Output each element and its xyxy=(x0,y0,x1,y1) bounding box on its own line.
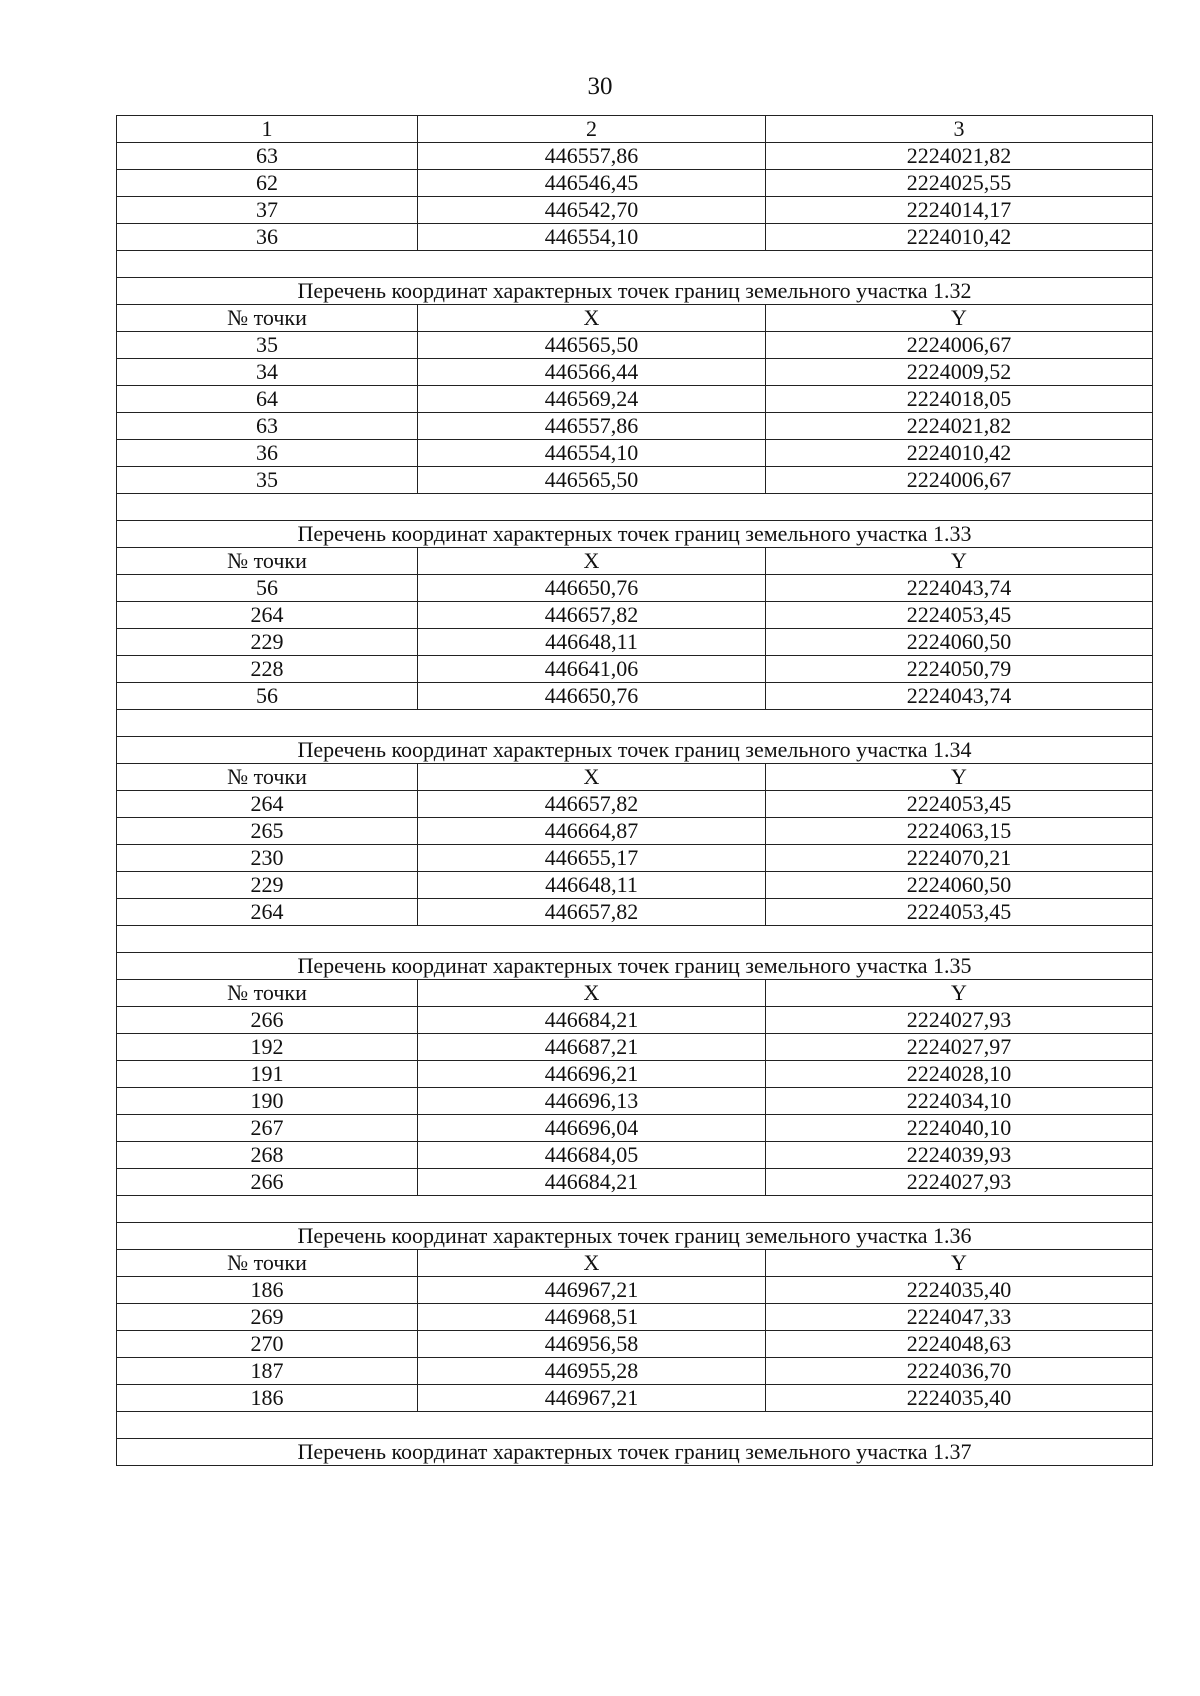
x-header: X xyxy=(418,764,766,791)
table-row xyxy=(117,656,1153,683)
point-number-cell: 34 xyxy=(117,359,418,386)
table-row xyxy=(117,1115,1153,1142)
table-row xyxy=(117,1358,1153,1385)
x-coordinate-cell: 446684,21 xyxy=(418,1007,766,1034)
point-number-cell: 63 xyxy=(117,143,418,170)
table-row xyxy=(117,170,1153,197)
y-coordinate-cell: 2224040,10 xyxy=(766,1115,1153,1142)
table-row xyxy=(117,1061,1153,1088)
y-coordinate-cell: 2224053,45 xyxy=(766,791,1153,818)
x-coordinate-cell: 446696,21 xyxy=(418,1061,766,1088)
y-header: Y xyxy=(766,305,1153,332)
table-row xyxy=(117,386,1153,413)
y-header: Y xyxy=(766,980,1153,1007)
column-header-row xyxy=(117,305,1153,332)
spacer-cell xyxy=(117,494,1153,521)
table-row xyxy=(117,602,1153,629)
table-row xyxy=(117,197,1153,224)
table-row xyxy=(117,1034,1153,1061)
y-coordinate-cell: 2224060,50 xyxy=(766,872,1153,899)
y-coordinate-cell: 2224063,15 xyxy=(766,818,1153,845)
point-number-header: № точки xyxy=(117,305,418,332)
column-header-row xyxy=(117,764,1153,791)
x-coordinate-cell: 446956,58 xyxy=(418,1331,766,1358)
point-number-cell: 269 xyxy=(117,1304,418,1331)
x-coordinate-cell: 446696,13 xyxy=(418,1088,766,1115)
x-coordinate-cell: 446650,76 xyxy=(418,575,766,602)
column-header-row xyxy=(117,980,1153,1007)
x-coordinate-cell: 446565,50 xyxy=(418,467,766,494)
y-coordinate-cell: 2224048,63 xyxy=(766,1331,1153,1358)
x-header: X xyxy=(418,305,766,332)
y-coordinate-cell: 2224039,93 xyxy=(766,1142,1153,1169)
table-row xyxy=(117,467,1153,494)
x-header: X xyxy=(418,980,766,1007)
y-coordinate-cell: 2224053,45 xyxy=(766,602,1153,629)
section-title-row xyxy=(117,1439,1153,1466)
point-number-cell: 36 xyxy=(117,224,418,251)
spacer-row xyxy=(117,710,1153,737)
x-coordinate-cell: 446657,82 xyxy=(418,791,766,818)
y-coordinate-cell: 2224035,40 xyxy=(766,1385,1153,1412)
point-number-cell: 56 xyxy=(117,575,418,602)
spacer-row xyxy=(117,1196,1153,1223)
y-coordinate-cell: 2224010,42 xyxy=(766,440,1153,467)
section-title: Перечень координат характерных точек границ земельного участка 1.35 xyxy=(117,953,1153,980)
y-coordinate-cell: 2224025,55 xyxy=(766,170,1153,197)
x-coordinate-cell: 446657,82 xyxy=(418,602,766,629)
point-number-cell: 230 xyxy=(117,845,418,872)
y-coordinate-cell: 2224028,10 xyxy=(766,1061,1153,1088)
spacer-row xyxy=(117,494,1153,521)
point-number-cell: 62 xyxy=(117,170,418,197)
spacer-row xyxy=(117,926,1153,953)
point-number-cell: 37 xyxy=(117,197,418,224)
point-number-cell: 190 xyxy=(117,1088,418,1115)
y-coordinate-cell: 2224050,79 xyxy=(766,656,1153,683)
y-coordinate-cell: 2224006,67 xyxy=(766,467,1153,494)
point-number-cell: 265 xyxy=(117,818,418,845)
point-number-cell: 186 xyxy=(117,1385,418,1412)
point-number-cell: 228 xyxy=(117,656,418,683)
point-number-cell: 187 xyxy=(117,1358,418,1385)
spacer-cell xyxy=(117,1196,1153,1223)
spacer-row xyxy=(117,251,1153,278)
x-coordinate-cell: 446687,21 xyxy=(418,1034,766,1061)
x-coordinate-cell: 446566,44 xyxy=(418,359,766,386)
point-number-cell: 270 xyxy=(117,1331,418,1358)
table-row xyxy=(117,440,1153,467)
point-number-cell: 267 xyxy=(117,1115,418,1142)
section-title-row xyxy=(117,278,1153,305)
x-coordinate-cell: 446967,21 xyxy=(418,1385,766,1412)
y-coordinate-cell: 2224043,74 xyxy=(766,575,1153,602)
x-coordinate-cell: 446684,21 xyxy=(418,1169,766,1196)
spacer-cell xyxy=(117,251,1153,278)
x-coordinate-cell: 446968,51 xyxy=(418,1304,766,1331)
section-title: Перечень координат характерных точек границ земельного участка 1.32 xyxy=(117,278,1153,305)
table-row xyxy=(117,683,1153,710)
table-row xyxy=(117,1385,1153,1412)
x-coordinate-cell: 446650,76 xyxy=(418,683,766,710)
y-coordinate-cell: 2224047,33 xyxy=(766,1304,1153,1331)
y-coordinate-cell: 2224043,74 xyxy=(766,683,1153,710)
x-coordinate-cell: 446557,86 xyxy=(418,413,766,440)
table-row xyxy=(117,791,1153,818)
table-row xyxy=(117,359,1153,386)
table-row xyxy=(117,332,1153,359)
x-coordinate-cell: 446655,17 xyxy=(418,845,766,872)
y-coordinate-cell: 2224010,42 xyxy=(766,224,1153,251)
section-title-row xyxy=(117,953,1153,980)
y-coordinate-cell: 2224053,45 xyxy=(766,899,1153,926)
y-coordinate-cell: 2224018,05 xyxy=(766,386,1153,413)
table-row xyxy=(117,818,1153,845)
y-header: Y xyxy=(766,548,1153,575)
point-number-cell: 35 xyxy=(117,332,418,359)
section-title: Перечень координат характерных точек границ земельного участка 1.37 xyxy=(117,1439,1153,1466)
point-number-cell: 266 xyxy=(117,1169,418,1196)
table-row xyxy=(117,1331,1153,1358)
table-row xyxy=(117,1277,1153,1304)
point-number-header: № точки xyxy=(117,980,418,1007)
point-number-cell: 63 xyxy=(117,413,418,440)
spacer-cell xyxy=(117,710,1153,737)
point-number-cell: 191 xyxy=(117,1061,418,1088)
point-number-cell: 229 xyxy=(117,629,418,656)
table-row xyxy=(117,1169,1153,1196)
table-row xyxy=(117,1142,1153,1169)
table-row xyxy=(117,899,1153,926)
x-header: X xyxy=(418,548,766,575)
y-header: Y xyxy=(766,1250,1153,1277)
point-number-cell: 266 xyxy=(117,1007,418,1034)
y-coordinate-cell: 2224027,93 xyxy=(766,1169,1153,1196)
point-number-header: № точки xyxy=(117,1250,418,1277)
y-coordinate-cell: 2224021,82 xyxy=(766,143,1153,170)
column-number-cell: 2 xyxy=(418,116,766,143)
table-row xyxy=(117,629,1153,656)
section-title: Перечень координат характерных точек границ земельного участка 1.33 xyxy=(117,521,1153,548)
x-coordinate-cell: 446696,04 xyxy=(418,1115,766,1142)
y-coordinate-cell: 2224034,10 xyxy=(766,1088,1153,1115)
column-number-cell: 3 xyxy=(766,116,1153,143)
x-coordinate-cell: 446967,21 xyxy=(418,1277,766,1304)
point-number-cell: 64 xyxy=(117,386,418,413)
point-number-cell: 264 xyxy=(117,791,418,818)
x-coordinate-cell: 446648,11 xyxy=(418,629,766,656)
coordinates-table-body xyxy=(117,116,1153,1466)
point-number-header: № точки xyxy=(117,764,418,791)
y-header: Y xyxy=(766,764,1153,791)
table-row xyxy=(117,872,1153,899)
section-title-row xyxy=(117,737,1153,764)
y-coordinate-cell: 2224035,40 xyxy=(766,1277,1153,1304)
x-coordinate-cell: 446542,70 xyxy=(418,197,766,224)
x-coordinate-cell: 446554,10 xyxy=(418,440,766,467)
coordinates-table xyxy=(116,115,1153,1466)
point-number-cell: 264 xyxy=(117,899,418,926)
y-coordinate-cell: 2224009,52 xyxy=(766,359,1153,386)
point-number-cell: 264 xyxy=(117,602,418,629)
column-header-row xyxy=(117,1250,1153,1277)
table-row xyxy=(117,224,1153,251)
y-coordinate-cell: 2224070,21 xyxy=(766,845,1153,872)
spacer-cell xyxy=(117,926,1153,953)
point-number-cell: 56 xyxy=(117,683,418,710)
spacer-row xyxy=(117,1412,1153,1439)
x-header: X xyxy=(418,1250,766,1277)
table-row xyxy=(117,1304,1153,1331)
point-number-cell: 192 xyxy=(117,1034,418,1061)
x-coordinate-cell: 446684,05 xyxy=(418,1142,766,1169)
point-number-cell: 186 xyxy=(117,1277,418,1304)
x-coordinate-cell: 446565,50 xyxy=(418,332,766,359)
point-number-cell: 36 xyxy=(117,440,418,467)
x-coordinate-cell: 446641,06 xyxy=(418,656,766,683)
table-row xyxy=(117,1088,1153,1115)
y-coordinate-cell: 2224027,97 xyxy=(766,1034,1153,1061)
column-header-row xyxy=(117,548,1153,575)
page-number: 30 xyxy=(587,73,613,100)
table-row xyxy=(117,1007,1153,1034)
section-title-row xyxy=(117,521,1153,548)
section-title-row xyxy=(117,1223,1153,1250)
point-number-header: № точки xyxy=(117,548,418,575)
y-coordinate-cell: 2224006,67 xyxy=(766,332,1153,359)
x-coordinate-cell: 446664,87 xyxy=(418,818,766,845)
y-coordinate-cell: 2224036,70 xyxy=(766,1358,1153,1385)
y-coordinate-cell: 2224060,50 xyxy=(766,629,1153,656)
x-coordinate-cell: 446955,28 xyxy=(418,1358,766,1385)
point-number-cell: 268 xyxy=(117,1142,418,1169)
x-coordinate-cell: 446546,45 xyxy=(418,170,766,197)
x-coordinate-cell: 446648,11 xyxy=(418,872,766,899)
section-title: Перечень координат характерных точек границ земельного участка 1.36 xyxy=(117,1223,1153,1250)
point-number-cell: 35 xyxy=(117,467,418,494)
table-row xyxy=(117,575,1153,602)
column-number-row xyxy=(117,116,1153,143)
x-coordinate-cell: 446569,24 xyxy=(418,386,766,413)
x-coordinate-cell: 446557,86 xyxy=(418,143,766,170)
point-number-cell: 229 xyxy=(117,872,418,899)
section-title: Перечень координат характерных точек границ земельного участка 1.34 xyxy=(117,737,1153,764)
table-row xyxy=(117,413,1153,440)
y-coordinate-cell: 2224027,93 xyxy=(766,1007,1153,1034)
y-coordinate-cell: 2224021,82 xyxy=(766,413,1153,440)
spacer-cell xyxy=(117,1412,1153,1439)
table-row xyxy=(117,143,1153,170)
x-coordinate-cell: 446657,82 xyxy=(418,899,766,926)
x-coordinate-cell: 446554,10 xyxy=(418,224,766,251)
y-coordinate-cell: 2224014,17 xyxy=(766,197,1153,224)
table-row xyxy=(117,845,1153,872)
column-number-cell: 1 xyxy=(117,116,418,143)
